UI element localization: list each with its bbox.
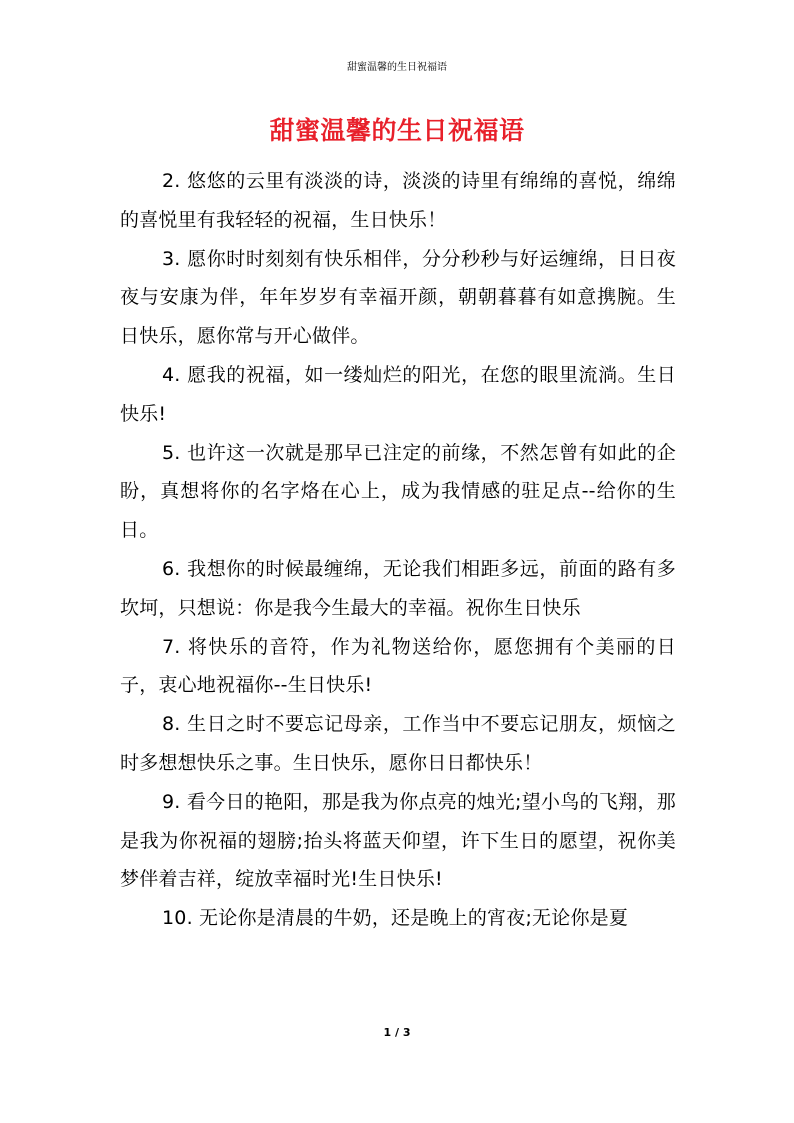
paragraph-9: 9. 看今日的艳阳，那是我为你点亮的烛光;望小鸟的飞翔，那是我为你祝福的翅膀;抬头将蓝天仰望，许下生日的愿望，祝你美梦伴着吉祥，绽放幸福时光!生日快乐! — [120, 790, 676, 891]
running-header: 甜蜜温馨的生日祝福语 — [347, 62, 447, 73]
paragraph-6: 6. 我想你的时候最缠绵，无论我们相距多远，前面的路有多坎坷，只想说：你是我今生最大的幸福。祝你生日快乐 — [120, 557, 676, 619]
document-title: 甜蜜温馨的生日祝福语 — [269, 116, 525, 145]
document-body — [120, 162, 676, 938]
paragraph-2: 2. 悠悠的云里有淡淡的诗，淡淡的诗里有绵绵的喜悦，绵绵的喜悦里有我轻轻的祝福，生日快乐！ — [120, 170, 676, 231]
paragraph-7: 7. 将快乐的音符，作为礼物送给你，愿您拥有个美丽的日子，衷心地祝福你--生日快乐! — [120, 635, 676, 697]
paragraph-4: 4. 愿我的祝福，如一缕灿烂的阳光，在您的眼里流淌。生日快乐! — [120, 363, 676, 425]
paragraph-3: 3. 愿你时时刻刻有快乐相伴，分分秒秒与好运缠绵，日日夜夜与安康为伴，年年岁岁有幸福开颜，朝朝暮暮有如意携腕。生日快乐，愿你常与开心做伴。 — [120, 247, 676, 348]
paragraph-5: 5. 也许这一次就是那早已注定的前缘，不然怎曾有如此的企盼，真想将你的名字烙在心上，成为我情感的驻足点--给你的生日。 — [120, 441, 676, 542]
paragraph-8: 8. 生日之时不要忘记母亲，工作当中不要忘记朋友，烦恼之时多想想快乐之事。生日快乐，愿你日日都快乐！ — [120, 713, 676, 774]
page-number: 1 / 3 — [383, 1026, 411, 1039]
paragraph-10: 10. 无论你是清晨的牛奶，还是晚上的宵夜;无论你是夏 — [162, 907, 629, 930]
